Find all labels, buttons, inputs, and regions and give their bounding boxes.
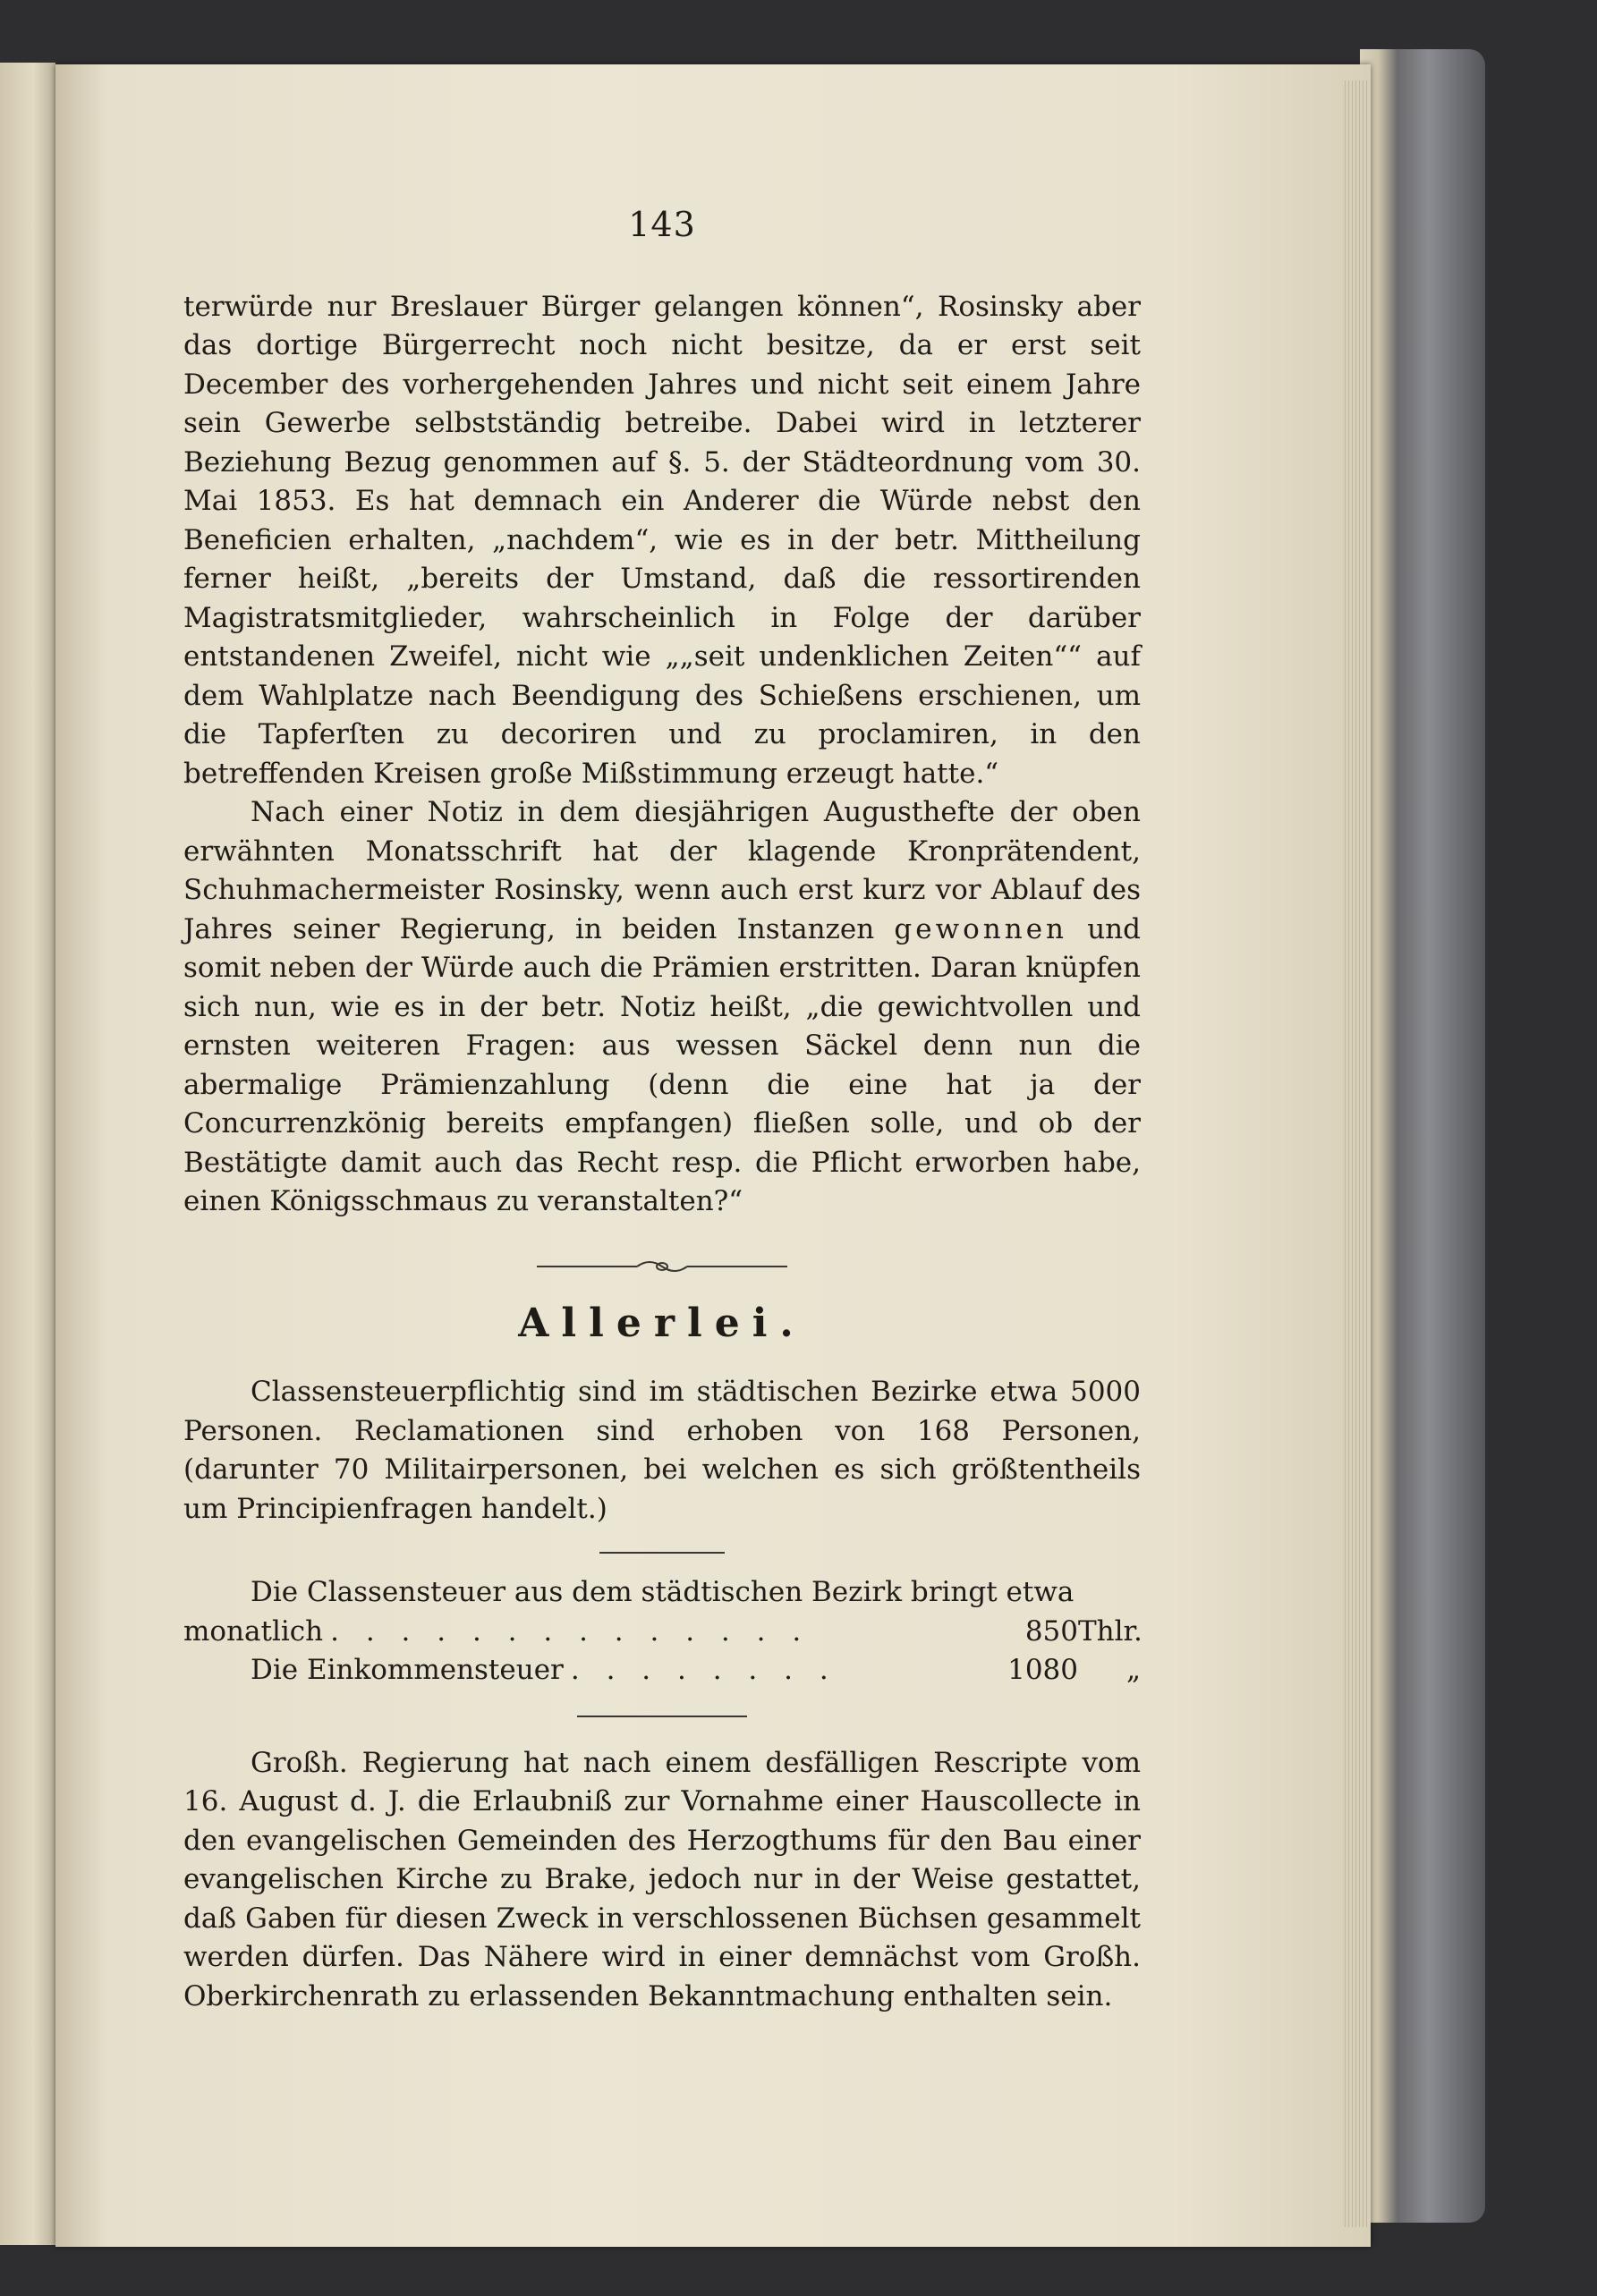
paragraph-text-b: und somit neben der Würde auch die Prämien erstritten. Daran knüpfen sich nun, wie es in der betr. Notiz heißt, „die gewichtvollen und ernsten weiteren Fragen: aus wessen Säckel denn nun die abermalige Prämienzahlung (denn die eine hat ja der Concurrenzkönig bereits empfangen) fließen solle, und ob der Bestätigte damit auch das Recht resp. die Pflicht erworben habe, einen Königsschmaus zu veranstalten?“ (183, 912, 1141, 1217)
tax-label: Die Einkommensteuer (251, 1654, 564, 1686)
paragraph-hauscollecte: Großh. Regierung hat nach einem desfälligen Rescripte vom 16. August d. J. die Erlaubniß zur Vornahme einer Hauscollecte in den evangelischen Gemeinden des Herzogthums für den Bau einer evangelischen Kirche zu Brake, jedoch nur in der Weise gestattet, daß Gaben für diesen Zweck in verschlossenen Büchsen gesammelt werden dürfen. Das Nähere wird in einer demnächst vom Großh. Oberkirchenrath zu erlassenden Bekanntmachung enthalten sein. (183, 1746, 1141, 2012)
tax-row-monthly (183, 1613, 1141, 1652)
page-edges (1342, 80, 1369, 2227)
paragraph-text-a: Nach einer Notiz in dem diesjährigen Augusthefte der oben erwähnten Monatsschrift hat der klagende Kronprätendent, Schuhmachermeister Rosinsky, wenn auch erst kurz vor Ablauf des Jahres seiner Regierung, in beiden Instanzen (183, 796, 1141, 945)
tax-label: monatlich (183, 1614, 324, 1648)
emphasized-word: gewonnen (894, 912, 1068, 945)
paragraph-augustheft (183, 793, 1141, 1222)
continuation-paragraph: terwürde nur Breslauer Bürger gelangen können“, Rosinsky aber das dortige Bürgerrecht noch nicht besitze, da er erst seit December des vorhergehenden Jahres und nicht seit einem Jahre sein Gewerbe selbstständig betreibe. Dabei wird in letzterer Beziehung Bezug genommen auf §. 5. der Städteordnung vom 30. Mai 1853. Es hat demnach ein Anderer die Würde nebst den Beneficien erhalten, „nachdem“, wie es in der betr. Mittheilung ferner heißt, „bereits der Umstand, daß die ressortirenden Magistratsmitglieder, wahrscheinlich in Folge der darüber entstandenen Zweifel, nicht wie „„seit undenklichen Zeiten““ auf dem Wahlplatze nach Beendigung des Schießens erschienen, um die Tapferſten zu decoriren und zu proclamiren, in den betreffenden Kreisen große Mißstimmung erzeugt hatte.“ (183, 290, 1141, 790)
leader-dots: . . . . . . . . . . . . . . (330, 1614, 811, 1648)
tax-amount: 850 (1024, 1614, 1078, 1648)
paragraph-classensteuer: Classensteuerpflichtig sind im städtischen Bezirke etwa 5000 Personen. Reclamationen sind erhoben von 168 Personen, (darunter 70 Militairpersonen, bei welchen es sich größtentheils um Principienfragen handelt.) (183, 1376, 1141, 1525)
section-heading: Allerlei. (518, 1300, 806, 1346)
book-cover (1360, 49, 1485, 2223)
left-page-edge (0, 63, 55, 2245)
leader-dots: . . . . . . . . (570, 1654, 837, 1686)
tax-unit: Thlr. (1078, 1614, 1143, 1648)
page-text (183, 206, 1141, 2016)
tax-intro: Die Classensteuer aus dem städtischen Bezirk bringt etwa (251, 1576, 1075, 1608)
page-number: 143 (628, 205, 696, 244)
tax-row-einkommensteuer (183, 1651, 1141, 1690)
tax-amount: 1080 (1007, 1654, 1078, 1686)
tax-unit: „ (1126, 1654, 1141, 1686)
short-rule (599, 1552, 725, 1554)
ornament-divider (537, 1249, 787, 1284)
long-rule (577, 1716, 747, 1717)
